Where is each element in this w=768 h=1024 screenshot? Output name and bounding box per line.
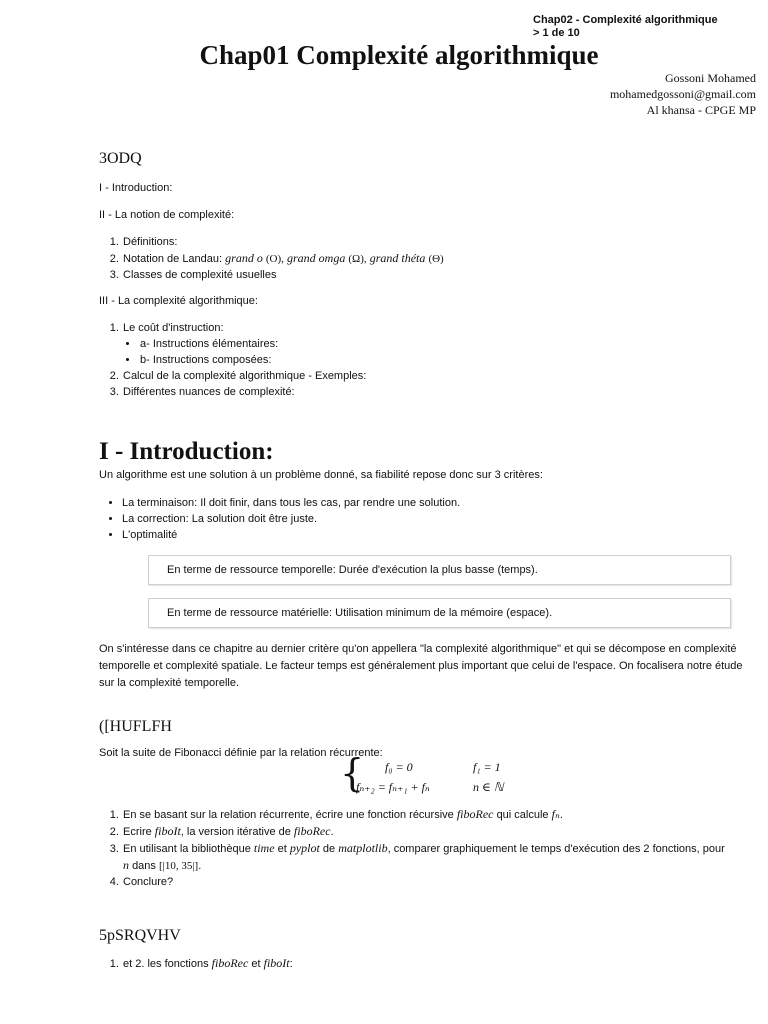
math-grand-omga: grand omga — [286, 251, 346, 265]
list-item: 2. Ecrire fiboIt, la version itérative de fiboRec. — [122, 823, 732, 840]
author-email[interactable]: mohamedgossoni@gmail.com — [609, 87, 756, 101]
algo-list — [108, 320, 752, 400]
formula-f0: f₀ = 0 — [385, 760, 413, 774]
list-item: 1. Le coût d'instruction: • a- Instructions élémentaires: • b- Instructions composées: — [122, 320, 752, 368]
author-school: Al khansa - CPGE MP — [646, 103, 756, 117]
lib-matplotlib: matplotlib — [338, 841, 388, 855]
list-item: 1. Définitions: — [122, 234, 752, 250]
math-grand-o: grand o — [225, 251, 263, 265]
list-item: 4. Conclure? — [122, 874, 732, 890]
page-indicator: > 1 de 10 — [533, 27, 580, 39]
exercise-questions — [108, 806, 732, 890]
list-item: 2. Calcul de la complexité algorithmique - Exemples: — [122, 368, 752, 384]
code-fiboit: fiboIt — [154, 824, 181, 838]
reponses-list — [108, 955, 752, 972]
list-item: • La correction: La solution doit être juste. — [122, 511, 460, 527]
list-item: 2. Notation de Landau: grand o (O), grand omga (Ω), grand théta (Θ) — [122, 250, 752, 267]
list-item: 3. Différentes nuances de complexité: — [122, 384, 752, 400]
list-item: 3. En utilisant la bibliothèque time et pyplot de matplotlib, comparer graphiquement le temps d'exécution des 2 fonctions, pour n dans [|10, 35|]. — [122, 840, 732, 874]
formula-recurrence: fₙ₊₂ = fₙ₊₁ + fₙ — [356, 780, 430, 794]
exercise-heading: ([HUFLFH — [99, 718, 172, 735]
list-item: 3. Classes de complexité usuelles — [122, 267, 752, 283]
author-name: Gossoni Mohamed — [665, 71, 756, 85]
list-item: • b- Instructions composées: — [139, 352, 752, 368]
plan-item-notion: II - La notion de complexité: — [99, 209, 235, 221]
lib-pyplot: pyplot — [289, 841, 320, 855]
cout-sublist — [123, 336, 752, 368]
brace-symbol: { — [340, 751, 365, 795]
code-fiborec: fiboRec — [293, 824, 331, 838]
list-item: • a- Instructions élémentaires: — [139, 336, 752, 352]
math-grand-theta: grand théta — [369, 251, 426, 265]
math-range: [|10, 35|] — [158, 860, 199, 872]
list-item: 1. et 2. les fonctions fiboRec et fiboIt: — [122, 955, 752, 972]
code-fiborec: fiboRec — [211, 956, 249, 970]
intro-paragraph: On s'intéresse dans ce chapitre au dernier critère qu'on appellera "la complexité algorithmique" et qui se décompose en complexité temporelle et complexité spatiale. Le facteur temps est généralement plus important que celui de l'espace. On focalisera notre étude sur la complexité temporelle. — [99, 643, 743, 689]
math-fn: fₙ — [551, 807, 560, 821]
list-item: • La terminaison: Il doit finir, dans tous les cas, par rendre une solution. — [122, 495, 460, 511]
author-block — [610, 70, 756, 118]
formula-f1: f₁ = 1 — [473, 760, 501, 774]
math-n: n — [123, 858, 129, 872]
document-reference — [533, 14, 718, 40]
intro-lead: Un algorithme est une solution à un problème donné, sa fiabilité repose donc sur 3 critères: — [99, 469, 543, 481]
notion-list — [108, 234, 752, 283]
plan-heading: 3ODQ — [99, 150, 142, 167]
list-item: 1. En se basant sur la relation récurrente, écrire une fonction récursive fiboRec qui calcule fₙ. — [122, 806, 732, 823]
list-item: • L'optimalité — [122, 527, 460, 543]
note-box-time: En terme de ressource temporelle: Durée d'exécution la plus basse (temps). — [148, 555, 731, 585]
criteria-list — [108, 495, 460, 543]
document-reference-title: Chap02 - Complexité algorithmique — [533, 14, 718, 26]
page-title: Chap01 Complexité algorithmique — [199, 40, 599, 70]
plan-item-algorithmique: III - La complexité algorithmique: — [99, 295, 258, 307]
note-box-space: En terme de ressource matérielle: Utilisation minimum de la mémoire (espace). — [148, 598, 731, 628]
reponses-heading: 5pSRQVHV — [99, 927, 181, 944]
code-fiborec: fiboRec — [456, 807, 494, 821]
formula-domain: n ∈ ℕ — [473, 780, 504, 794]
lib-time: time — [253, 841, 275, 855]
code-fiboit: fiboIt — [263, 956, 290, 970]
plan-item-introduction: I - Introduction: — [99, 182, 173, 194]
section-heading-introduction: I - Introduction: — [99, 438, 274, 465]
exercise-lead: Soit la suite de Fibonacci définie par la relation récurrente: — [99, 747, 383, 759]
